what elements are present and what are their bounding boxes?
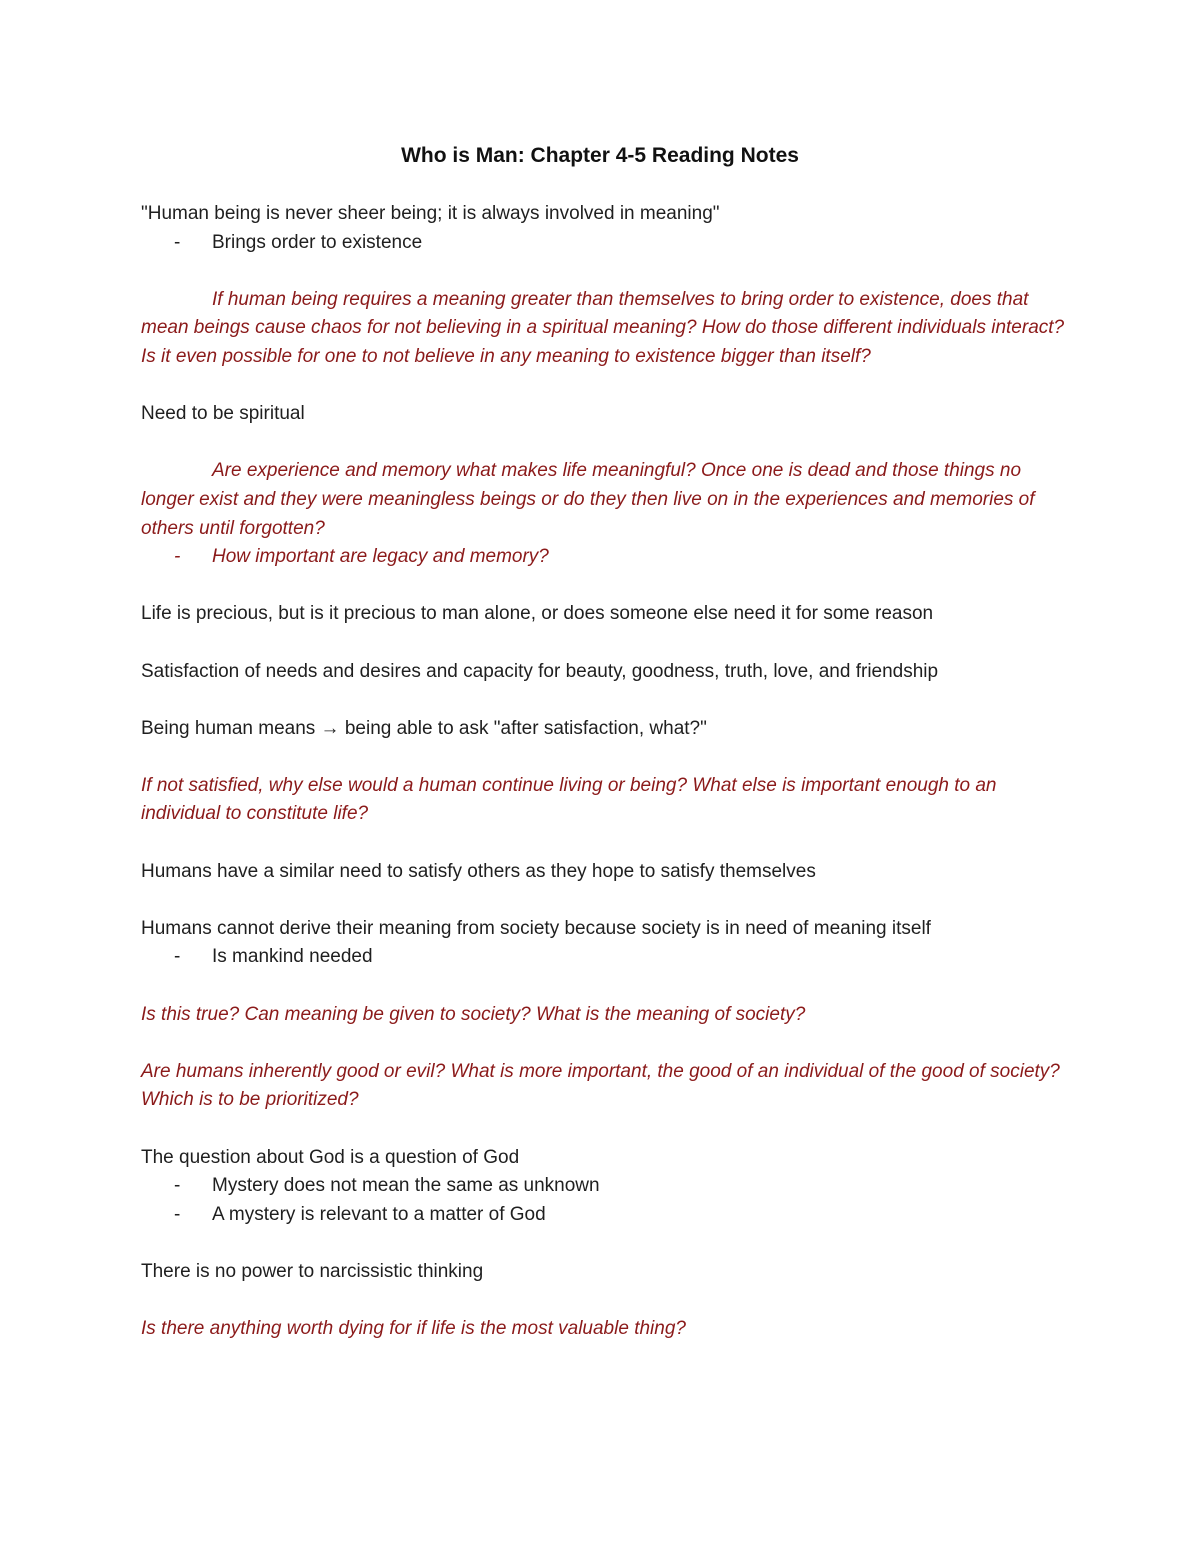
note-block	[141, 200, 1071, 257]
note-text: Satisfaction of needs and desires and capacity for beauty, goodness, truth, love, and friendship	[141, 660, 939, 682]
note-text: Need to be spiritual	[141, 403, 305, 425]
note-block	[141, 1144, 1071, 1230]
bullet-item	[141, 943, 1071, 972]
note-text: There is no power to narcissistic thinking	[141, 1260, 484, 1282]
note-text: The question about God is a question of God	[141, 1146, 520, 1168]
bullet-text: Brings order to existence	[212, 231, 423, 253]
bullet-dash: -	[174, 546, 181, 568]
bullet-item	[141, 543, 1071, 572]
bullet-text: A mystery is relevant to a matter of God	[212, 1203, 546, 1225]
note-text: Being human means → being able to ask "after satisfaction, what?"	[141, 717, 707, 739]
question-block	[141, 457, 1071, 571]
bullet-dash: -	[174, 1175, 181, 1197]
question-text: Is this true? Can meaning be given to society? What is the meaning of society?	[141, 1003, 806, 1025]
bullet-dash: -	[174, 231, 181, 253]
question-text: Are experience and memory what makes life meaningful? Once one is dead and those things no longer exist and they were meaningless beings or do they then live on in the experiences and memories of others until forgotten?	[141, 460, 1035, 539]
note-block	[141, 915, 1071, 972]
bullet-dash: -	[174, 1203, 181, 1225]
question-text: If human being requires a meaning greater than themselves to bring order to existence, does that mean beings cause chaos for not believing in a spiritual meaning? How do those different individuals interact? Is it even possible for one to not believe in any meaning to existence bigger than itself?	[141, 288, 1065, 367]
bullet-item	[141, 229, 1071, 258]
bullet-text: Is mankind needed	[212, 946, 373, 968]
note-text: "Human being is never sheer being; it is always involved in meaning"	[141, 203, 720, 224]
bullet-item	[141, 1172, 1071, 1201]
document-title: Who is Man: Chapter 4-5 Reading Notes	[401, 144, 799, 167]
bullet-item	[141, 1201, 1071, 1230]
bullet-dash: -	[174, 946, 181, 968]
note-text: Life is precious, but is it precious to man alone, or does someone else need it for some reason	[141, 603, 934, 625]
note-text: Humans cannot derive their meaning from society because society is in need of meaning itself	[141, 917, 931, 939]
bullet-text: Mystery does not mean the same as unknown	[212, 1175, 600, 1197]
bullet-text: How important are legacy and memory?	[212, 546, 549, 568]
document-body	[141, 200, 1071, 1372]
question-text: If not satisfied, why else would a human continue living or being? What else is important enough to an individual to constitute life?	[141, 774, 997, 825]
question-text: Is there anything worth dying for if life is the most valuable thing?	[141, 1318, 686, 1340]
note-text: Humans have a similar need to satisfy others as they hope to satisfy themselves	[141, 860, 816, 882]
question-text: Are humans inherently good or evil? What is more important, the good of an individual of the good of society? Which is to be prioritized?	[141, 1060, 1060, 1111]
